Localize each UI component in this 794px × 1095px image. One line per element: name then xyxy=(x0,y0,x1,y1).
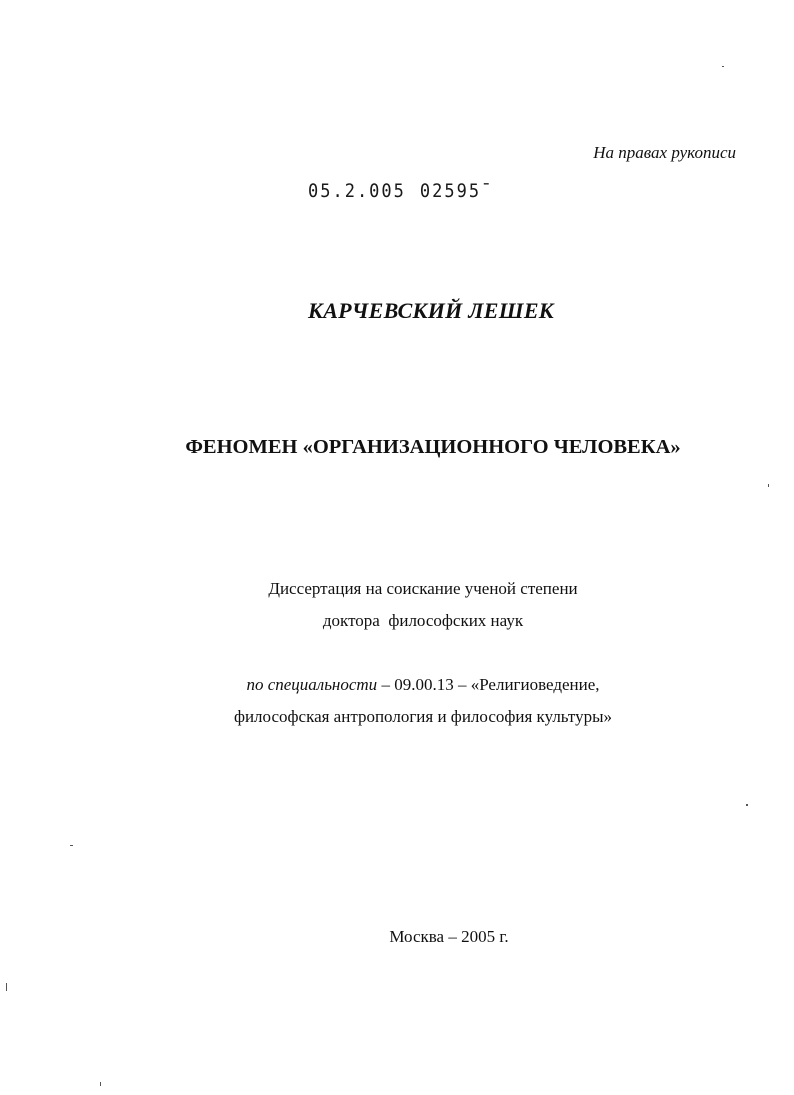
dissertation-title: ФЕНОМЕН «ОРГАНИЗАЦИОННОГО ЧЕЛОВЕКА» xyxy=(185,436,681,458)
scan-speck xyxy=(70,845,73,846)
scan-speck xyxy=(722,66,724,67)
stamp-code: 02595 xyxy=(419,180,482,203)
scan-speck xyxy=(6,983,7,991)
specialty-prefix: по специальности xyxy=(246,675,378,694)
scan-speck xyxy=(768,484,769,487)
author-name: КАРЧЕВСКИЙ ЛЕШЕК xyxy=(307,298,555,323)
stamp-date: 05.2.005 xyxy=(308,180,406,203)
degree-line-1: Диссертация на соискание ученой степени xyxy=(268,579,578,598)
rights-notice: На правах рукописи xyxy=(593,143,736,162)
degree-line-2: доктора философских наук xyxy=(322,611,524,630)
specialty-line-1 xyxy=(0,675,794,695)
scan-speck xyxy=(100,1082,101,1086)
city-year: Москва – 2005 г. xyxy=(389,927,509,946)
stamp-dash-mark: ¯ xyxy=(481,180,494,203)
archive-stamp xyxy=(308,180,493,202)
scan-speck xyxy=(746,804,748,806)
specialty-line-2: философская антропология и философия культуры» xyxy=(233,707,613,726)
specialty-code: – 09.00.13 – «Религиоведение, xyxy=(377,675,600,694)
